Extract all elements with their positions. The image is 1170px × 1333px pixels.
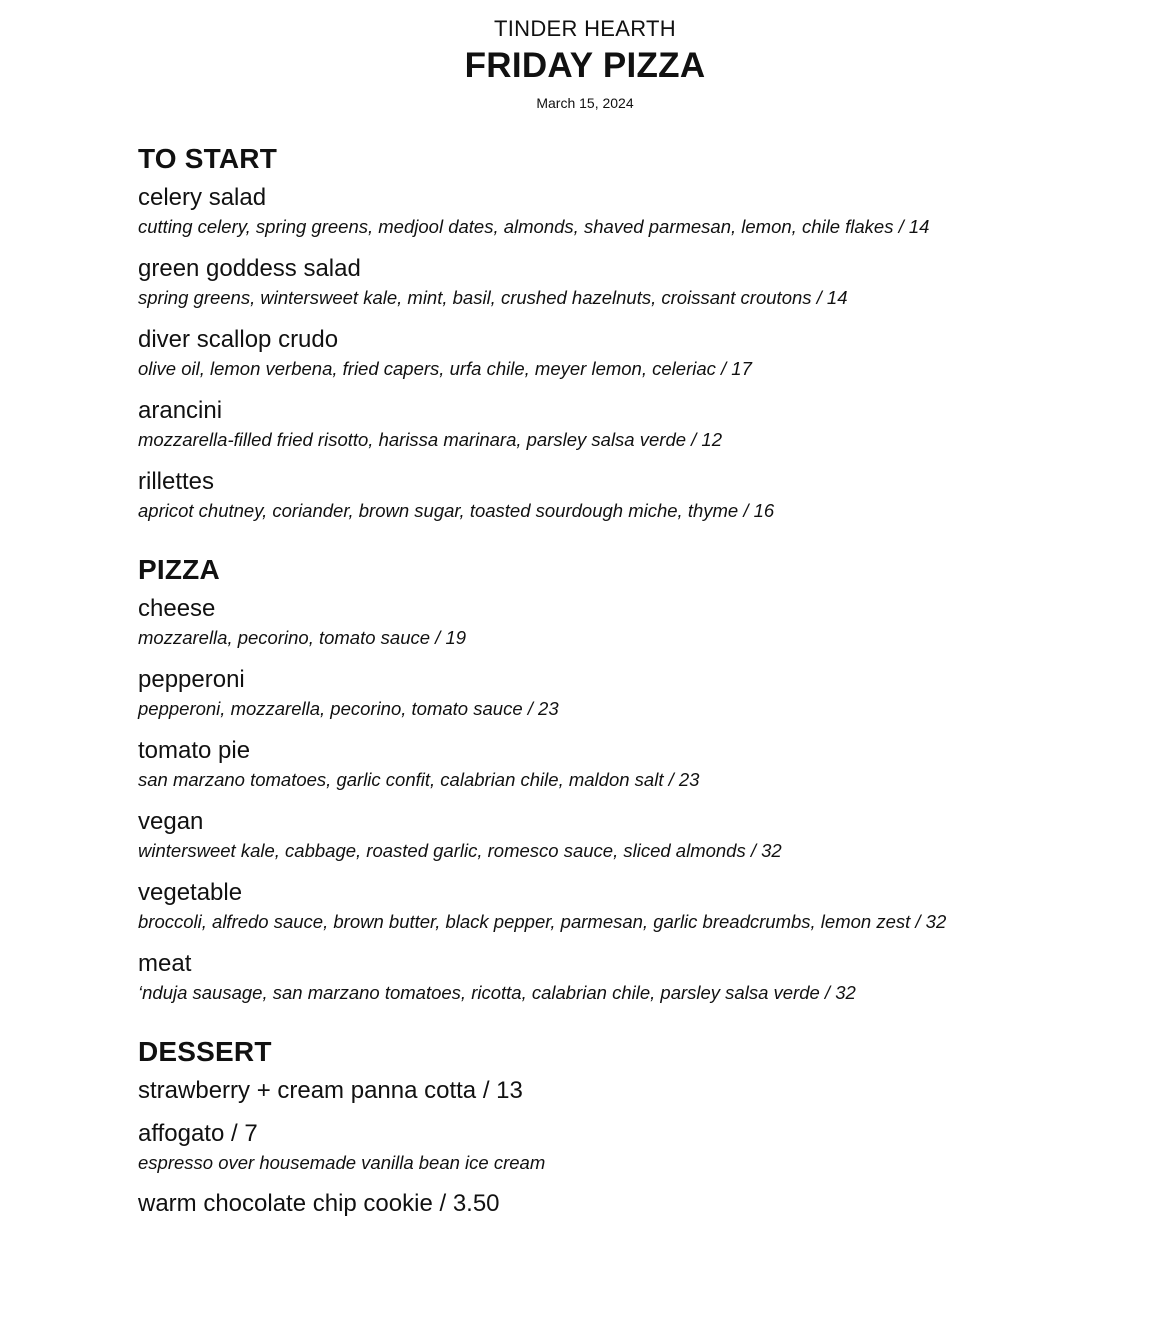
- menu-item: [138, 949, 1138, 1005]
- item-name: rillettes: [138, 468, 215, 495]
- menu-date: March 15, 2024: [536, 95, 634, 111]
- menu-item: [138, 807, 1138, 863]
- menu-item: [138, 325, 1138, 381]
- item-name: strawberry + cream panna cotta / 13: [138, 1077, 523, 1104]
- item-name: vegetable: [138, 879, 243, 906]
- menu-item: [138, 1189, 1138, 1218]
- item-name: pepperoni: [138, 666, 245, 693]
- item-name: warm chocolate chip cookie / 3.50: [138, 1190, 500, 1217]
- menu-header: [0, 0, 1170, 112]
- item-description: apricot chutney, coriander, brown sugar, toasted sourdough miche, thyme / 16: [138, 500, 775, 521]
- menu-item: [138, 665, 1138, 721]
- item-description: spring greens, wintersweet kale, mint, basil, crushed hazelnuts, croissant croutons / 14: [138, 287, 848, 308]
- item-name: affogato / 7: [138, 1120, 258, 1147]
- restaurant-name: TINDER HEARTH: [494, 16, 676, 41]
- item-description: ‘nduja sausage, san marzano tomatoes, ricotta, calabrian chile, parsley salsa verde / 32: [138, 982, 856, 1003]
- menu-item: [138, 594, 1138, 650]
- menu-item: [138, 1076, 1138, 1105]
- item-description: espresso over housemade vanilla bean ice cream: [138, 1152, 546, 1173]
- section-title: PIZZA: [138, 554, 220, 585]
- item-description: mozzarella, pecorino, tomato sauce / 19: [138, 627, 467, 648]
- menu-item: [138, 736, 1138, 792]
- menu-item: [138, 878, 1138, 934]
- item-description: olive oil, lemon verbena, fried capers, urfa chile, meyer lemon, celeriac / 17: [138, 358, 752, 379]
- section-title: DESSERT: [138, 1036, 272, 1067]
- item-name: cheese: [138, 595, 216, 622]
- item-description: mozzarella-filled fried risotto, harissa marinara, parsley salsa verde / 12: [138, 429, 723, 450]
- section-title: TO START: [138, 143, 278, 174]
- item-description: cutting celery, spring greens, medjool dates, almonds, shaved parmesan, lemon, chile flakes / 14: [138, 216, 930, 237]
- item-name: vegan: [138, 808, 204, 835]
- menu-item: [138, 183, 1138, 239]
- section-dessert: [138, 1035, 1138, 1218]
- menu-item: [138, 1119, 1138, 1175]
- menu-item: [138, 254, 1138, 310]
- menu-item: [138, 467, 1138, 523]
- menu-body: [138, 142, 1138, 1218]
- item-description: broccoli, alfredo sauce, brown butter, black pepper, parmesan, garlic breadcrumbs, lemon zest / 32: [138, 911, 947, 932]
- section-to-start: [138, 142, 1138, 523]
- menu-item: [138, 396, 1138, 452]
- item-name: diver scallop crudo: [138, 326, 339, 353]
- item-name: green goddess salad: [138, 255, 361, 282]
- item-name: celery salad: [138, 184, 267, 211]
- section-pizza: [138, 553, 1138, 1005]
- item-description: san marzano tomatoes, garlic confit, calabrian chile, maldon salt / 23: [138, 769, 700, 790]
- item-name: meat: [138, 950, 192, 977]
- item-name: tomato pie: [138, 737, 251, 764]
- menu-title: FRIDAY PIZZA: [464, 46, 706, 85]
- item-description: wintersweet kale, cabbage, roasted garlic, romesco sauce, sliced almonds / 32: [138, 840, 782, 861]
- item-name: arancini: [138, 397, 223, 424]
- item-description: pepperoni, mozzarella, pecorino, tomato sauce / 23: [138, 698, 559, 719]
